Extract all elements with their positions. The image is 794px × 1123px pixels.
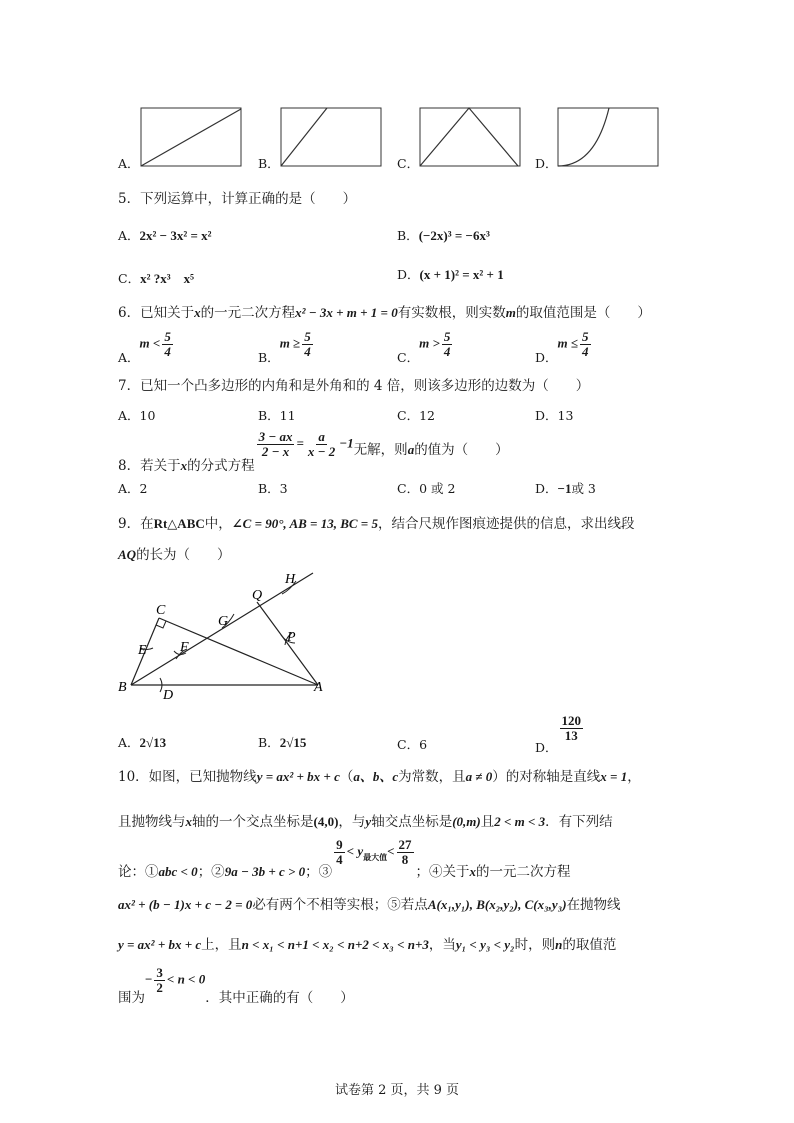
q10-math: (0,m) (452, 814, 481, 829)
q10-math: x (469, 863, 477, 879)
q8-rhs-fraction (306, 430, 337, 458)
fraction-den: 2 (156, 979, 163, 995)
q10-text: 围为 (118, 989, 145, 1006)
option-label: C． (397, 349, 420, 365)
q9-segment: AQ (118, 547, 137, 562)
q10-math: A(x₁,y₁), B(x₂,y₂), C(x₃,y₃) (427, 897, 567, 912)
q10-math: (4,0) (313, 814, 339, 829)
option-fraction (302, 330, 313, 358)
q7-option-a[interactable]: A．10 (118, 408, 156, 423)
q10-text: ，与 (338, 814, 366, 830)
q10-math: abc < 0 (158, 863, 198, 879)
q10-text: ，当 (428, 937, 456, 953)
q5-option-a[interactable] (118, 226, 212, 244)
fraction-num: 3 (156, 965, 163, 980)
fraction-den: 4 (336, 851, 343, 867)
fraction-den: x − 2 (307, 443, 336, 459)
q9-option-a[interactable] (118, 733, 166, 751)
q8-stem (118, 429, 509, 474)
q6-prefix: 6．已知关于 (118, 305, 195, 321)
q10-line1 (118, 765, 641, 785)
fraction-den: 4 (443, 343, 451, 359)
option-fraction (560, 714, 584, 742)
graph-option-b-label[interactable]: B． (258, 156, 280, 171)
q10-math: < (387, 843, 395, 859)
fraction-den: 4 (582, 343, 589, 359)
option-expression: x² ?x³ x⁵ (140, 271, 195, 286)
q6-option-a[interactable] (118, 329, 175, 365)
q10-text: ）的对称轴是直线 (492, 769, 601, 785)
option-expression: 2x² − 3x² = x² (139, 228, 212, 243)
q10-text: 10．如图，已知抛物线 (118, 769, 257, 785)
page-footer: 试卷第 2 页，共 9 页 (334, 1083, 460, 1098)
q10-text: ；② (197, 863, 225, 880)
q10-c3-frac1 (334, 838, 345, 866)
option-label: A． (118, 735, 140, 750)
label-h: H (285, 572, 296, 587)
q10-c3-frac2 (397, 838, 414, 866)
fraction-num: 5 (304, 329, 311, 344)
option-label: B． (258, 735, 280, 750)
option-relation: m > (419, 335, 440, 351)
option-label: D． (397, 267, 420, 282)
fraction-den: 2 − x (261, 443, 290, 459)
q10-math: − (145, 971, 153, 987)
q6-mid2: 有实数根，则实数 (397, 305, 506, 321)
q10-text: 且 (480, 814, 495, 830)
option-expression: 2√15 (279, 735, 307, 750)
option-label: A． (118, 228, 140, 243)
q8-option-d[interactable] (535, 479, 596, 497)
option-expression: (−2x)³ = −6x³ (418, 228, 490, 243)
q5-option-d[interactable] (397, 265, 504, 283)
fraction-num: 5 (582, 329, 589, 344)
q6-option-c[interactable] (397, 329, 454, 365)
q5-stem: 5．下列运算中，计算正确的是（ ） (118, 191, 357, 207)
graph-option-d-label[interactable]: D． (535, 156, 558, 171)
graph-option-b-plot (280, 107, 383, 168)
q10-math: y = ax² + bx + c (118, 937, 202, 952)
q8-suffix: 的值为（ ） (414, 441, 509, 458)
q10-math: n (555, 937, 563, 952)
q10-line4 (118, 893, 621, 913)
fraction-den: 8 (401, 851, 409, 867)
option-label: B． (258, 349, 280, 365)
q6-equation: x² − 3x + m + 1 = 0 (295, 305, 398, 320)
q10-math: < n < 0 (166, 971, 206, 987)
q9-stem (118, 512, 634, 532)
q6-var-m: m (505, 305, 516, 320)
q10-math: y (365, 814, 372, 829)
label-p: P (287, 630, 296, 645)
q10-text: 在抛物线 (566, 897, 621, 913)
q9-condition: ∠C = 90°, AB = 13, BC = 5 (231, 516, 378, 531)
q10-text: 必有两个不相等实根；⑤若点 (252, 897, 428, 913)
option-label: A． (118, 349, 140, 365)
option-relation: m ≤ (557, 335, 579, 351)
graph-option-c-plot (419, 107, 522, 168)
q10-text: 为常数，且 (398, 769, 466, 785)
q10-text: 论：① (118, 863, 159, 880)
graph-option-a-plot (140, 107, 243, 168)
label-f: F (180, 640, 189, 655)
q10-text: 轴的一个交点坐标是 (192, 814, 314, 830)
option-label: B． (397, 228, 419, 243)
q8-option-c[interactable]: C．0 或 2 (397, 481, 456, 496)
q8-lhs-fraction (257, 430, 295, 458)
q10-text: 且抛物线与 (118, 814, 186, 830)
q6-mid1: 的一元二次方程 (200, 305, 296, 321)
label-d: D (163, 688, 174, 703)
fraction-num: 120 (561, 713, 582, 728)
option-relation: m ≥ (279, 335, 301, 351)
q6-option-d[interactable] (535, 329, 593, 365)
fraction-num: a (318, 429, 325, 444)
graph-option-c-label[interactable]: C． (397, 156, 420, 171)
q10-line2 (118, 810, 613, 830)
label-q: Q (252, 588, 263, 603)
q6-option-b[interactable] (258, 329, 315, 365)
q10-math: ax² + (b − 1)x + c − 2 = 0 (118, 897, 253, 912)
label-b: B (118, 680, 127, 695)
q5-option-b[interactable] (397, 226, 490, 244)
q6-stem (118, 301, 651, 321)
option-label: D． (535, 739, 558, 755)
q8-mid: 的分式方程 (187, 457, 255, 474)
q9-tail: 的长为（ ） (136, 547, 231, 563)
fraction-num: 5 (164, 329, 171, 344)
label-a: A (314, 680, 323, 695)
q10-math: x (185, 814, 192, 829)
q10-math: n < x₁ < n+1 < x₂ < n+2 < x₃ < n+3 (241, 937, 429, 952)
q8-option-b[interactable]: B．3 (258, 481, 288, 496)
q8-mid2: 无解，则 (353, 441, 408, 458)
q8-prefix: 8．若关于 (118, 457, 181, 474)
q7-option-d[interactable]: D．13 (535, 408, 574, 423)
option-tail: 或 3 (571, 481, 596, 496)
q10-text: ；④关于 (415, 863, 470, 880)
q10-text: 的一元二次方程 (476, 863, 571, 880)
q9-triangle: Rt△ABC (153, 516, 205, 531)
q10-text: 时，则 (514, 937, 556, 953)
q8-option-a[interactable]: A．2 (118, 481, 148, 496)
option-expression: −1 (557, 481, 572, 496)
q6-var-x: x (194, 305, 201, 320)
q9-prefix: 9．在 (118, 516, 154, 532)
q10-line3 (118, 837, 571, 880)
option-label: D． (535, 481, 558, 496)
bisector-line (131, 573, 313, 685)
fraction-num: 3 − ax (258, 429, 293, 444)
q10-text: 上，且 (201, 937, 242, 953)
q10-math: x = 1 (600, 769, 628, 784)
label-c: C (156, 603, 166, 618)
q7-option-b[interactable]: B．11 (258, 408, 296, 423)
graph-option-a-label[interactable]: A． (118, 156, 140, 171)
q10-text: ；③ (305, 863, 333, 880)
option-fraction (442, 330, 453, 358)
q10-range-frac (154, 966, 165, 994)
q9-geometry-figure (110, 565, 340, 705)
q10-text: 的取值范 (562, 937, 617, 953)
q10-math: 9a − 3b + c > 0 (224, 863, 306, 879)
option-fraction (162, 330, 173, 358)
q10-line6 (118, 965, 354, 1006)
fraction-den: 4 (164, 343, 171, 359)
q10-subscript: 最大值 (363, 852, 388, 862)
q10-math: a、b、c (353, 769, 399, 784)
q9-stem-line2 (118, 543, 231, 563)
option-label: C． (118, 271, 141, 286)
label-e: E (138, 643, 147, 658)
fraction-num: 9 (336, 837, 343, 852)
q10-text: ， (627, 769, 641, 785)
q10-line5 (118, 933, 616, 953)
fraction-den: 13 (564, 727, 578, 743)
q8-var-x: x (180, 457, 188, 473)
fraction-num: 5 (443, 329, 451, 344)
q10-math: < y (346, 843, 364, 859)
label-g: G (218, 614, 229, 629)
q9-mid: 中， (204, 516, 232, 532)
option-relation: m < (139, 335, 161, 351)
option-expression: (x + 1)² = x² + 1 (419, 267, 504, 282)
q10-text: ．其中正确的有（ ） (205, 989, 354, 1006)
q10-math: a ≠ 0 (465, 769, 493, 784)
q5-option-c[interactable] (118, 268, 194, 287)
fraction-den: 4 (304, 343, 311, 359)
q7-stem: 7．已知一个凸多边形的内角和是外角和的 4 倍，则该多边形的边数为（ ） (118, 378, 590, 394)
q10-math: y = ax² + bx + c (256, 769, 340, 784)
q9-suffix: ，结合尺规作图痕迹提供的信息，求出线段 (377, 516, 635, 532)
option-fraction (580, 330, 591, 358)
q10-text: 轴交点坐标是 (371, 814, 453, 830)
q9-option-c[interactable]: C．6 (397, 737, 428, 752)
option-expression: 2√13 (139, 735, 167, 750)
q9-option-d[interactable] (535, 713, 585, 755)
q9-option-b[interactable] (258, 733, 306, 751)
q7-option-c[interactable]: C．12 (397, 408, 435, 423)
q8-var-a: a (407, 441, 415, 457)
q10-text: （ (339, 769, 354, 785)
q10-math: y₁ < y₃ < y₂ (455, 937, 515, 952)
fraction-num: 27 (398, 837, 412, 852)
graph-option-d-plot (557, 107, 660, 168)
q8-rhs-tail: −1 (339, 435, 354, 451)
option-label: D． (535, 349, 558, 365)
q10-math: 2 < m < 3 (494, 814, 546, 829)
q6-suffix: 的取值范围是（ ） (515, 305, 651, 321)
q8-equals: = (296, 435, 304, 451)
q10-text: ．有下列结 (545, 814, 613, 830)
